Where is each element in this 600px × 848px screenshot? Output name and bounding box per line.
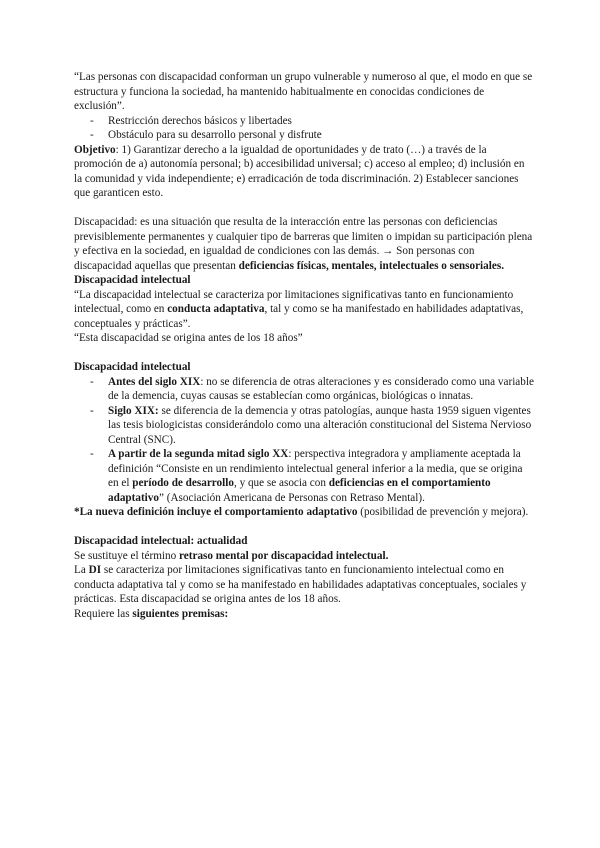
objetivo-text: : 1) Garantizar derecho a la igualdad de oportunidades y de trato (…) a través de la promoción de a) autonomía personal; b) accesibilidad universal; c) acceso al empleo; d) inclusión en la comunidad y vida independiente; e) erradicación de toda discriminación. 2) Establecer sanciones que garanticen esto. xyxy=(74,143,525,199)
objetivo-paragraph xyxy=(74,143,534,201)
list-item: - Restricción derechos básicos y libertades xyxy=(74,114,534,129)
intro-bullet-list xyxy=(74,114,534,143)
discapacidad-definition-bold: deficiencias físicas, mentales, intelectuales o sensoriales. xyxy=(238,259,504,272)
section-heading: Discapacidad intelectual xyxy=(74,274,191,286)
objetivo-label: Objetivo xyxy=(74,143,116,156)
discapacidad-definition xyxy=(74,215,534,273)
list-item: - Antes del siglo XIX: no se diferencia de otras alteraciones y es considerado como una variable de la demencia, cuyas causas se establecían como orgánicas, biológicas o innatas. xyxy=(74,375,534,404)
term-replacement: Se sustituye el término retraso mental por discapacidad intelectual. xyxy=(74,549,389,562)
discapacidad-definition-text: Discapacidad: es una situación que resulta de la interacción entre las personas con deficiencias previsiblemente permanentes y cualquier tipo de barreras que limiten o impidan su participación plena y efectiva en la sociedad, en igualdad de condiciones con las demás. → Son personas con discapacidad aquellas que presentan xyxy=(74,216,533,272)
list-item: - Obstáculo para su desarrollo personal y disfrute xyxy=(74,128,534,143)
document-page xyxy=(74,70,534,621)
list-item: - Siglo XIX: se diferencia de la demencia y otras patologías, aunque hasta 1959 siguen vigentes las tesis biologicistas considerándolo como una alteración constitucional del Sistema Nervioso Central (SNC). xyxy=(74,404,534,448)
section-heading: Discapacidad intelectual xyxy=(74,361,191,373)
di-quote-origin: “Esta discapacidad se origina antes de los 18 años” xyxy=(74,332,303,344)
premisas-line: Requiere las siguientes premisas: xyxy=(74,607,229,620)
intro-quote: “Las personas con discapacidad conforman un grupo vulnerable y numeroso al que, el modo en que se estructura y funciona la sociedad, ha mantenido habitualmente en conocidas condiciones de exclusión”. xyxy=(74,71,533,112)
di-quote: “La discapacidad intelectual se caracteriza por limitaciones significativas tanto en funcionamiento intelectual, como en conducta adaptativa, tal y como se ha manifestado en habilidades adaptativas, conceptuales y prácticas”. xyxy=(74,288,524,330)
history-list xyxy=(74,375,534,506)
list-item: - A partir de la segunda mitad siglo XX: perspectiva integradora y ampliamente aceptada la definición “Consiste en un rendimiento intelectual general inferior a la media, que se origina en el período de desarrollo, y que se asocia con deficiencias en el comportamiento adaptativo” (Asociación Americana de Personas con Retraso Mental). xyxy=(74,447,534,505)
section-heading: Discapacidad intelectual: actualidad xyxy=(74,535,248,547)
new-definition-note: *La nueva definición incluye el comportamiento adaptativo (posibilidad de prevención y mejora). xyxy=(74,506,529,518)
di-description: La DI se caracteriza por limitaciones significativas tanto en funcionamiento intelectual como en conducta adaptativa tal y como se ha manifestado en habilidades adaptativas conceptuales, sociales y prácticas. Esta discapacidad se origina antes de los 18 años. xyxy=(74,564,527,605)
di-quote-bold: conducta adaptativa xyxy=(167,303,265,315)
